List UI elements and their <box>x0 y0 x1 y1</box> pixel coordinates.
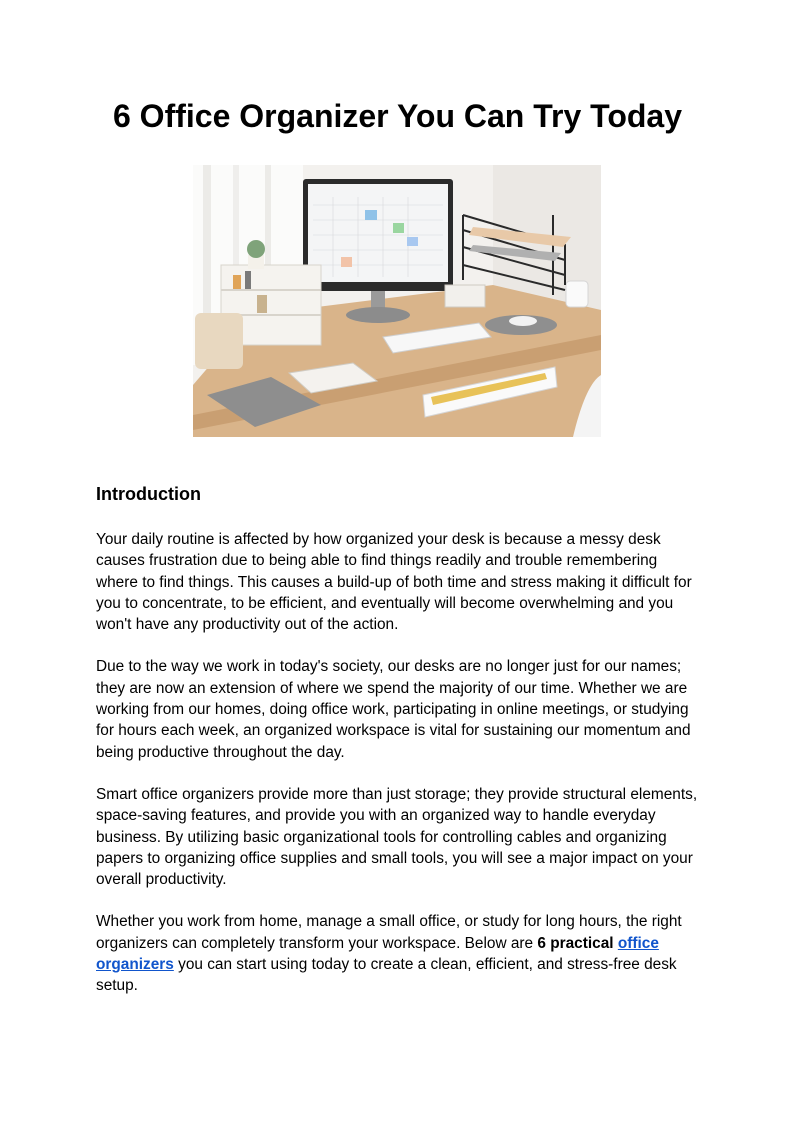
page-title: 6 Office Organizer You Can Try Today <box>112 98 683 134</box>
desk-workspace-photo-icon <box>193 165 601 437</box>
hero-image <box>193 165 601 437</box>
section-heading: Introduction <box>96 484 201 504</box>
paragraph-2: Due to the way we work in today's society, our desks are no longer just for our names; they are now an extension of where we spend the majority of our time. Whether we are working from our homes, doing office work, participating in online meetings, or studying for hours each week, an organized workspace is vital for sustaining our momentum and being productive throughout the day. <box>96 658 691 761</box>
paragraph-3: Smart office organizers provide more than just storage; they provide structural elements, space-saving features, and provide you with an organized way to handle everyday business. By utilizing basic organizational tools for controlling cables and organizing papers to organizing office supplies and small tools, you will see a major impact on your overall productivity. <box>96 785 698 889</box>
paragraph-1: Your daily routine is affected by how organized your desk is because a messy desk causes frustration due to being able to find things readily and trouble remembering where to find things. This causes a build-up of both time and stress making it difficult for you to concentrate, to be efficient, and eventually will become overwhelming and you won't have any productivity out of the action. <box>96 531 692 634</box>
paragraph-4 <box>96 911 698 996</box>
article-body <box>96 529 698 1018</box>
paragraph-4-bold: 6 practical <box>537 934 614 952</box>
office-organizers-link[interactable]: office organizers <box>96 934 659 974</box>
paragraph-4-text: Whether you work from home, manage a small office, or study for long hours, the right organizers can completely transform your workspace. Below are <box>96 913 682 952</box>
paragraph-4-tail: you can start using today to create a clean, efficient, and stress-free desk setup. <box>96 956 677 995</box>
